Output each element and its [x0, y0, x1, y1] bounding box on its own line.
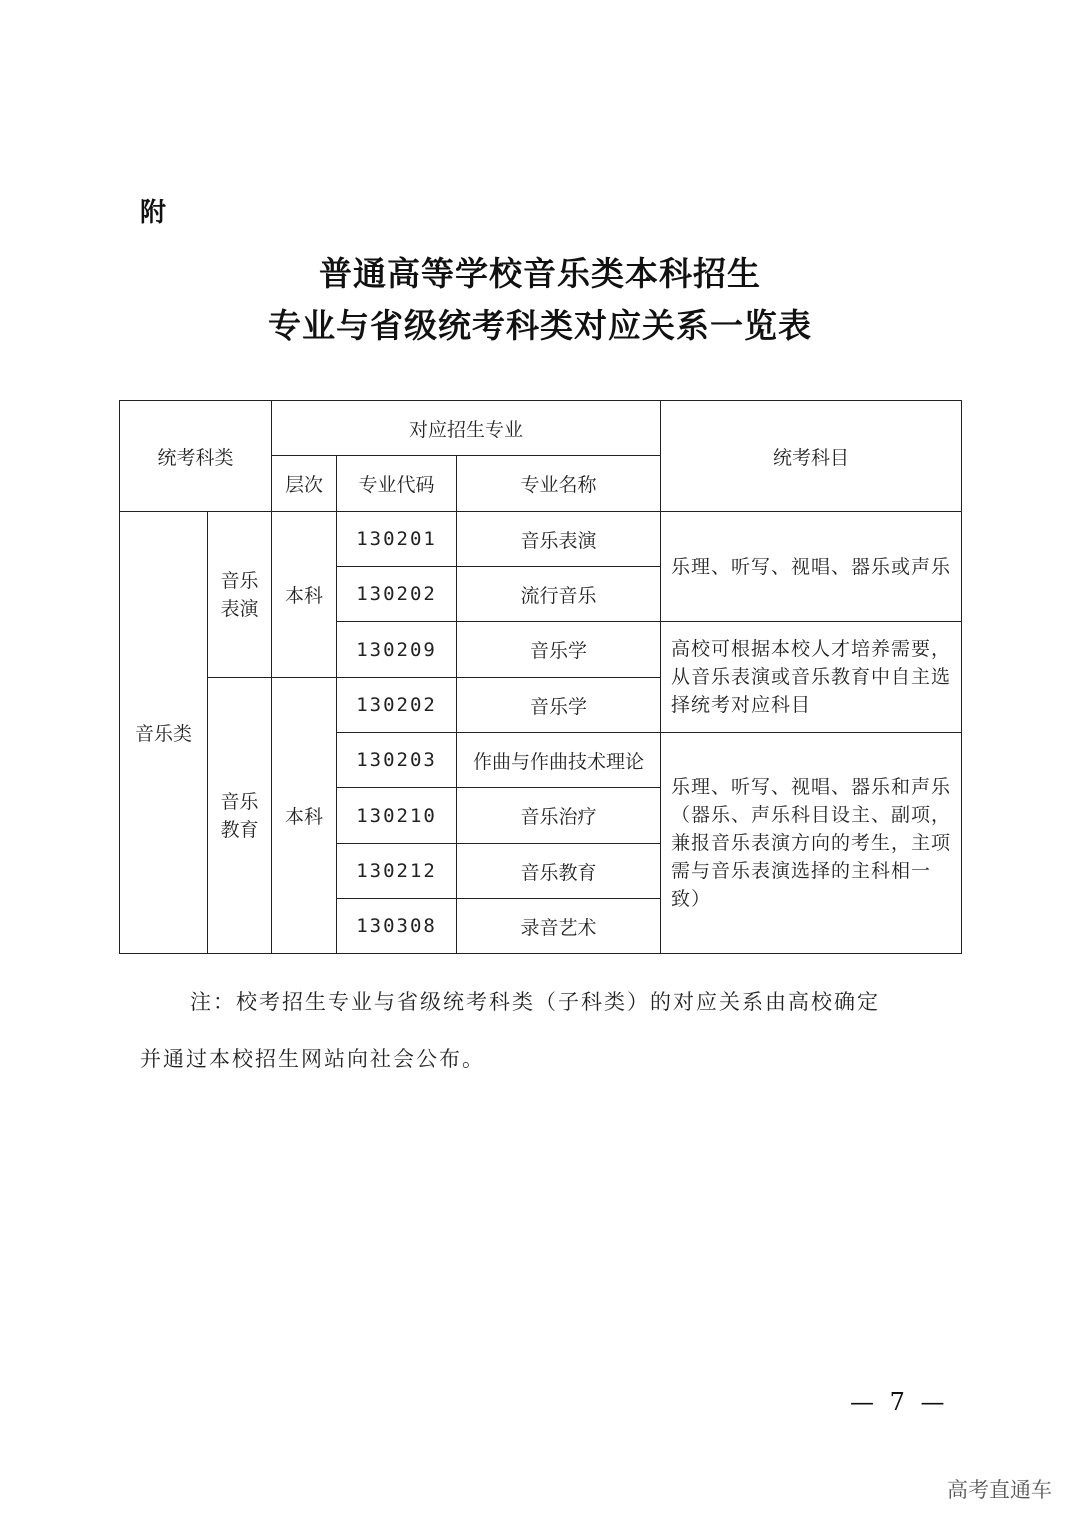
major-code: 130209	[337, 622, 457, 678]
header-code: 专业代码	[337, 456, 457, 512]
subcategory-performance: 音乐 表演	[208, 512, 272, 678]
major-name: 流行音乐	[457, 567, 661, 622]
major-name: 音乐学	[457, 622, 661, 678]
major-code: 130210	[337, 788, 457, 844]
major-code: 130308	[337, 899, 457, 954]
header-level: 层次	[272, 456, 337, 512]
attachment-label: 附	[140, 198, 167, 228]
header-category: 统考科类	[120, 401, 272, 512]
category-cell: 音乐类	[120, 512, 208, 954]
major-name: 作曲与作曲技术理论	[457, 733, 661, 788]
header-name: 专业名称	[457, 456, 661, 512]
note-line1: 注：校考招生专业与省级统考科类（子科类）的对应关系由高校确定	[190, 990, 880, 1014]
correspondence-table	[119, 400, 962, 954]
major-name: 音乐表演	[457, 512, 661, 567]
major-name: 音乐教育	[457, 844, 661, 899]
subjects-performance: 乐理、听写、视唱、器乐或声乐	[661, 512, 962, 622]
note-line2: 并通过本校招生网站向社会公布。	[140, 1047, 485, 1071]
subcategory-education: 音乐 教育	[208, 678, 272, 954]
major-code: 130202	[337, 678, 457, 733]
major-name: 音乐学	[457, 678, 661, 733]
major-name: 音乐治疗	[457, 788, 661, 844]
major-code: 130202	[337, 567, 457, 622]
page-number: — 7 —	[850, 1388, 949, 1416]
level-cell-education: 本科	[272, 678, 337, 954]
subjects-education: 乐理、听写、视唱、器乐和声乐（器乐、声乐科目设主、副项，兼报音乐表演方向的考生，主项需与音乐表演选择的主科相一致）	[661, 733, 962, 954]
document-title-line1: 普通高等学校音乐类本科招生	[319, 254, 761, 293]
major-code: 130203	[337, 733, 457, 788]
major-code: 130212	[337, 844, 457, 899]
watermark: 高考直通车	[947, 1478, 1052, 1502]
document-title-line2: 专业与省级统考科类对应关系一览表	[268, 306, 812, 345]
header-subjects: 统考科目	[661, 401, 962, 512]
level-cell-performance: 本科	[272, 512, 337, 678]
header-majors: 对应招生专业	[272, 401, 661, 456]
subjects-musicology: 高校可根据本校人才培养需要，从音乐表演或音乐教育中自主选择统考对应科目	[661, 622, 962, 733]
major-name: 录音艺术	[457, 899, 661, 954]
major-code: 130201	[337, 512, 457, 567]
